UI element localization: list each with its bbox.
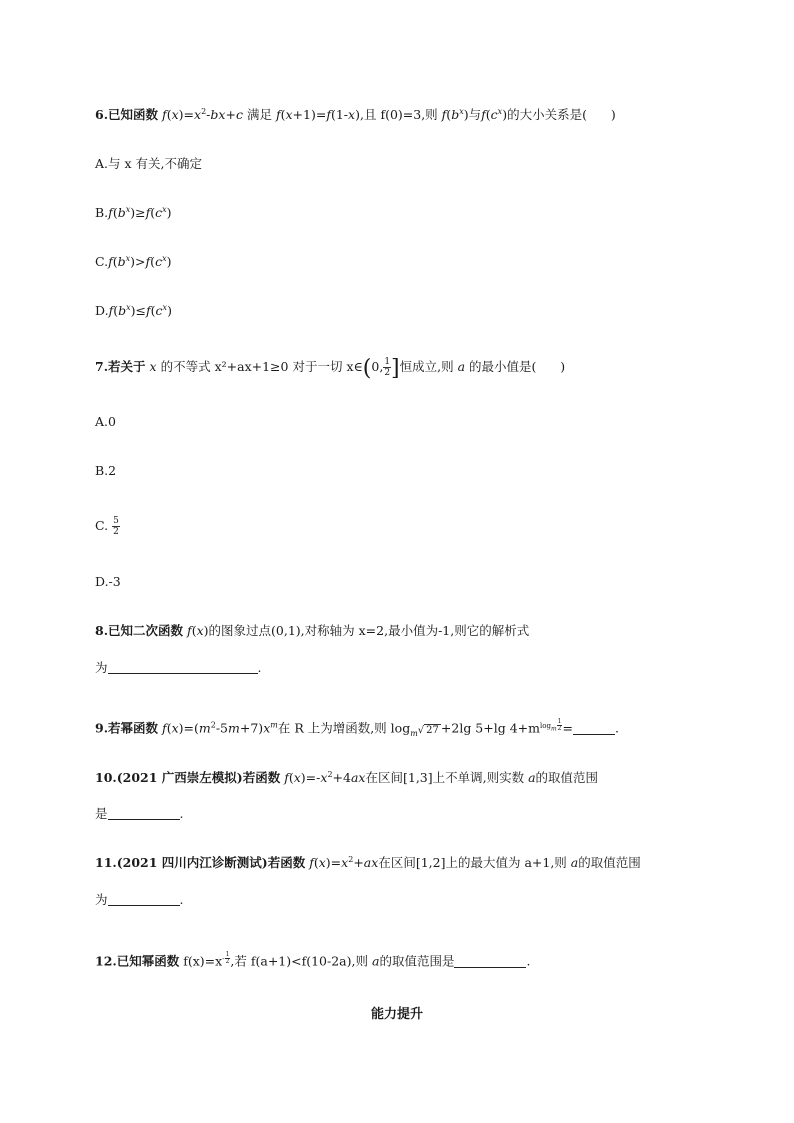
q8-prefix: 8.已知二次函数 <box>95 623 184 638</box>
q7-option-a: A.0 <box>95 414 116 429</box>
q7-frac-num: 1 <box>384 357 391 367</box>
q10-line2: 是 <box>95 806 108 821</box>
q9-answer-blank[interactable] <box>573 722 615 735</box>
q9-end: . <box>614 720 619 736</box>
q6-cond-text: 满足 <box>246 107 272 122</box>
q6-prefix: 6.已知函数 <box>95 107 159 122</box>
q7-in: x∈ <box>346 359 363 374</box>
q11-line2: 为 <box>95 892 108 907</box>
q8-answer-blank[interactable] <box>108 661 258 674</box>
q11-max-val: a+1 <box>524 855 551 870</box>
q11-mid: 在区间[1,2]上的最大值为 <box>378 855 521 870</box>
q10-tail: 的取值范围 <box>535 770 599 785</box>
q6-cmp: 与 <box>468 107 482 122</box>
q6-c-rel: > <box>135 254 146 269</box>
q6-cond2: ,且 <box>359 107 377 122</box>
q6-close: ) <box>610 107 616 122</box>
q7-interval-start: 0, <box>371 359 384 374</box>
q12-mid: ,若 <box>230 953 247 969</box>
q12-end: . <box>526 953 531 969</box>
q6-c-prefix: C. <box>95 254 109 269</box>
q9-exp-text: log <box>540 721 551 730</box>
q6-d-rel: ≤ <box>135 303 146 318</box>
q11-tail2: 的取值范围 <box>578 855 641 870</box>
q9-prefix: 9.若幂函数 <box>95 720 159 736</box>
question-8-line2 <box>95 660 262 676</box>
q8-mid: 的图象过点(0,1),对称轴为 <box>208 623 355 638</box>
q11-tail: ,则 <box>550 855 567 870</box>
q9-exp-den: 2 <box>557 725 562 732</box>
q9-log: log <box>390 720 411 736</box>
q12-tail2: 的取值范围是 <box>379 953 455 969</box>
q8-line2: 为 <box>95 660 108 675</box>
q7-c-den: 2 <box>113 527 119 537</box>
q10-mid: 在区间[1,3]上不单调,则实数 <box>365 770 525 785</box>
q9-mid: 在 R 上为增函数,则 <box>277 720 387 736</box>
q11-prefix: 11.(2021 四川内江诊断测试)若函数 <box>95 855 306 870</box>
question-7-stem: 7.若关于 x 的不等式 x²+ax+1≥0 对于一切 x∈(0, $\frac{1}{2}$ ]恒成立,则 a 的最小值是( ) <box>95 356 566 381</box>
section-heading: 能力提升 <box>370 1007 423 1022</box>
q6-d-prefix: D. <box>95 303 109 318</box>
q6-cond3: f(0)=3,则 <box>380 107 438 122</box>
q7-prefix: 7.若关于 <box>95 359 146 374</box>
q12-fx: f(x)=x <box>183 953 223 969</box>
question-9-stem: 9.若幂函数 $f(x)=(m^2-5m+7)x^m$在 R 上为增函数,则 $\log_m√$ 27 +2lg 5+lg $4+m^{log_m \frac{1}{2}}$ = . <box>95 718 619 738</box>
q8-axis: x=2 <box>358 623 385 638</box>
q7-ineq: x²+ax+1≥0 <box>214 359 289 374</box>
q11-answer-blank[interactable] <box>108 893 180 906</box>
q7-option-c <box>95 516 120 537</box>
q12-exp-sign: - <box>222 954 225 963</box>
q12-exp-den: 2 <box>225 958 230 965</box>
q7-close: ) <box>560 359 566 374</box>
question-11-line2 <box>95 892 184 908</box>
q12-tail: ,则 <box>351 953 368 969</box>
q7-option-b: B.2 <box>95 463 117 478</box>
q6-tail: 的大小关系是( <box>507 107 587 122</box>
q6-b-prefix: B. <box>95 205 109 220</box>
q12-ineq: f(a+1)<f(10-2a) <box>250 953 352 969</box>
q6-option-a: A.与 x 有关,不确定 <box>95 156 202 171</box>
q10-answer-blank[interactable] <box>108 807 180 820</box>
q6-option-b: $B.f(b^x)\ge f(c^x)$ <box>95 205 172 220</box>
question-12-stem: 12.已知幂函数 $f(x)=x^{- \frac{1}{2}}$ ,若 f(a+1)<f(10-2a),则 a的取值范围是 . <box>95 951 531 969</box>
q7-c-label: C. <box>95 518 109 533</box>
q7-interval-frac <box>383 357 391 378</box>
q9-rest: +2lg 5+lg 4+m <box>440 720 540 736</box>
q12-exp-num: 1 <box>225 951 230 958</box>
q6-option-d: $D.f(b^x)\le f(c^x)$ <box>95 303 172 318</box>
q12-prefix: 12.已知幂函数 <box>95 953 180 969</box>
question-10-line1: 10.(2021 广西崇左模拟)若函数 $f(x)=-x^2+4ax$在区间[1,3]上不单调,则实数 a的取值范围 <box>95 770 599 785</box>
q8-tail: ,最小值为-1,则它的解析式 <box>384 623 530 638</box>
q7-mid: 的不等式 <box>160 359 211 374</box>
q12-answer-blank[interactable] <box>454 955 526 968</box>
q7-c-frac <box>112 516 120 537</box>
q6-b-rel: ≥ <box>135 205 146 220</box>
question-8-line1: 8.已知二次函数 f(x)的图象过点(0,1),对称轴为 x=2,最小值为-1,则它的解析式 <box>95 623 530 638</box>
question-10-line2 <box>95 806 184 822</box>
q9-sqrt: √ 27 <box>417 724 439 736</box>
q7-c-num: 5 <box>113 516 119 526</box>
question-11-line1: 11.(2021 四川内江诊断测试)若函数 $f(x)=x^2+ax$在区间[1,2]上的最大值为 a+1,则 a的取值范围 <box>95 855 641 870</box>
q9-exp-num: 1 <box>557 718 562 725</box>
q7-mid2: 对于一切 <box>292 359 343 374</box>
q7-tail2: 的最小值是( <box>469 359 537 374</box>
q11-end: . <box>179 892 184 907</box>
q7-option-d: D.-3 <box>95 574 121 589</box>
q9-eq: = <box>562 720 573 736</box>
q9-sqrt-arg: 27 <box>426 724 439 736</box>
q6-option-c: $C.f(b^x)>f(c^x)$ <box>95 254 172 269</box>
q8-end: . <box>257 660 262 675</box>
q7-tail: 恒成立,则 <box>399 359 454 374</box>
q7-frac-den: 2 <box>384 368 391 378</box>
q10-prefix: 10.(2021 广西崇左模拟)若函数 <box>95 770 281 785</box>
question-6-stem: 6.已知函数 $f(x)=x^2-bx+c$ 满足 f(x+1)=f(1-x),且 f(0)=3,则 $f(b^x)$与$f(c^x)$的大小关系是( ) <box>95 107 616 122</box>
q10-end: . <box>179 806 184 821</box>
